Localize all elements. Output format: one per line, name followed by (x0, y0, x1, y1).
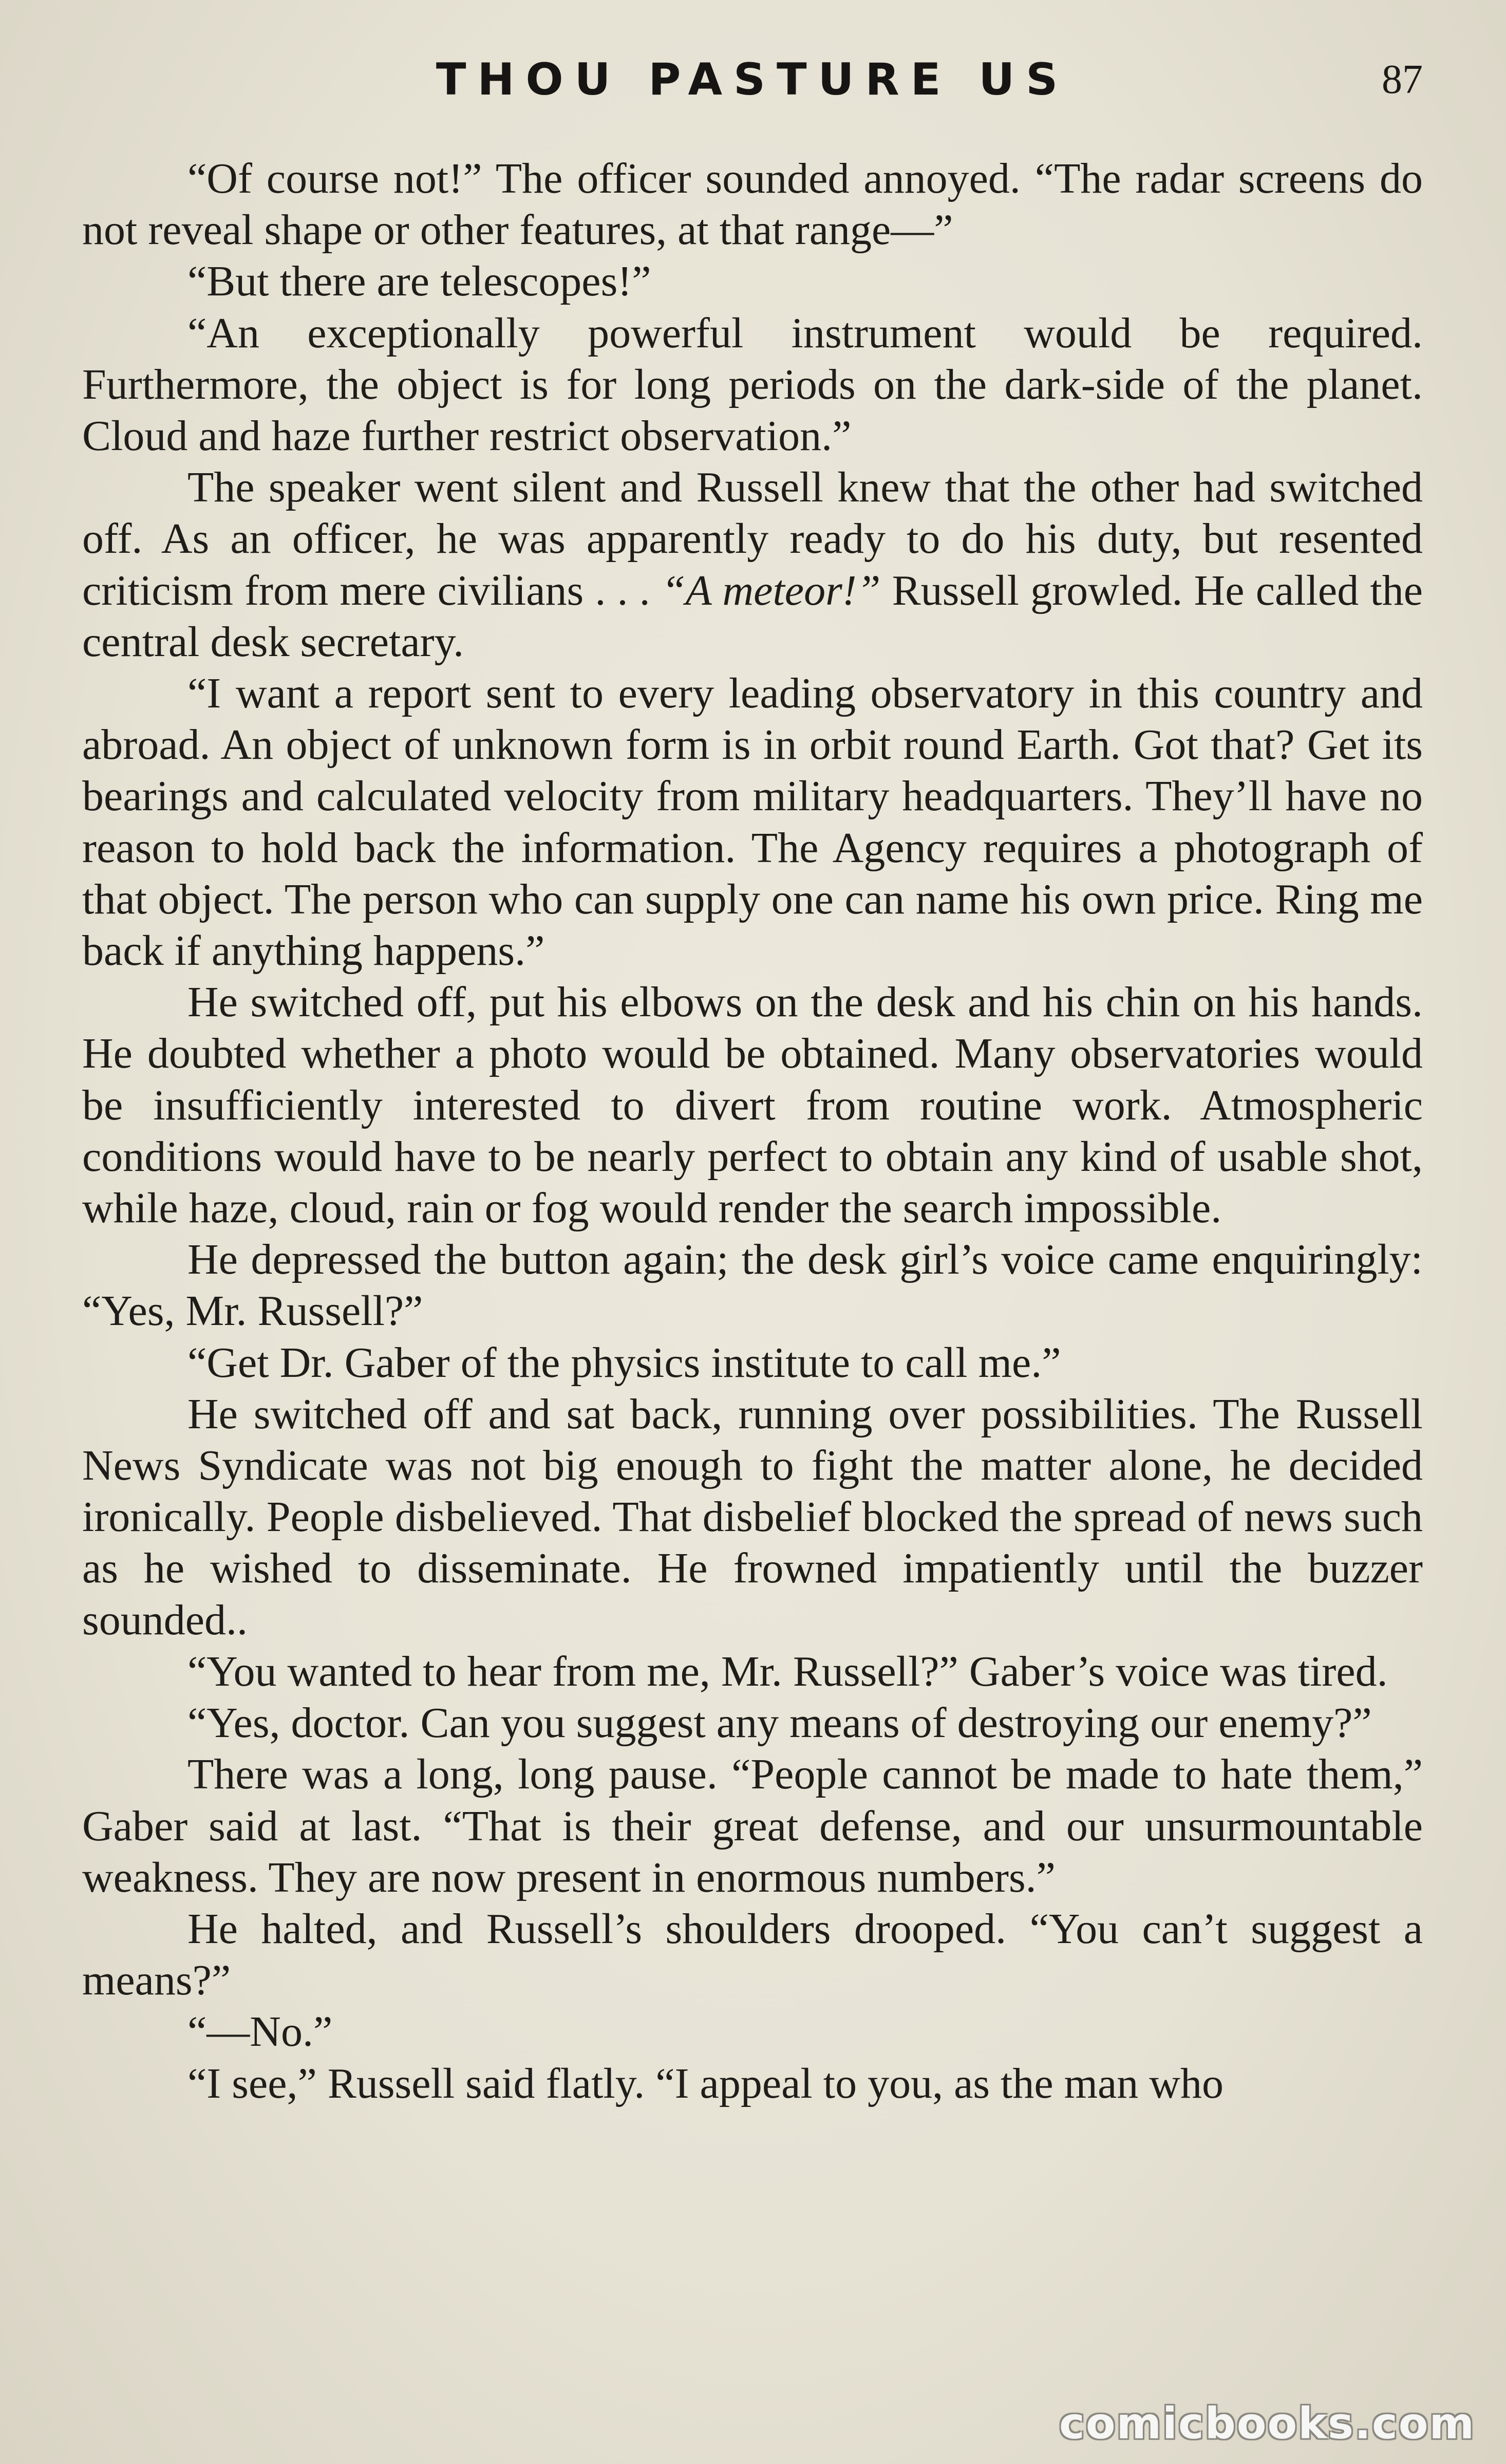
paragraph: “I want a report sent to every leading observatory in this country and abroad. An object of unknown form is in orbit round Earth. Got that? Get its bearings and calculated velocity from military headquarters. They’ll have no reason to hold back the information. The Agency requires a photograph of that object. The person who can supply one can name his own price. Ring me back if anything happens.” (82, 669, 1423, 975)
paragraph: “You wanted to hear from me, Mr. Russell?” Gaber’s voice was tired. (187, 1647, 1388, 1695)
paragraph: “Get Dr. Gaber of the physics institute to call me.” (187, 1338, 1061, 1387)
paragraph: He switched off and sat back, running over possibilities. The Russell News Syndicate was not big enough to fight the matter alone, he decided ironically. People disbelieved. That disbelief blocked the spread of news such as he wished to disseminate. He frowned impatiently until the buzzer sounded.. (82, 1390, 1423, 1644)
paragraph: “An exceptionally powerful instrument would be required. Furthermore, the object is for long periods on the dark-side of the planet. Cloud and haze further restrict observation.” (82, 309, 1423, 460)
paragraph: “But there are telescopes!” (187, 257, 651, 306)
paragraph (82, 462, 1423, 668)
page-number: 87 (1382, 57, 1423, 102)
paragraph: He depressed the button again; the desk girl’s voice came enquiringly: “Yes, Mr. Russell?” (82, 1236, 1423, 1335)
watermark: comicbooks.com (1059, 2398, 1475, 2449)
paragraph: There was a long, long pause. “People cannot be made to hate them,” Gaber said at last. “That is their great defense, and our unsurmountable weakness. They are now present in enormous numbers.” (82, 1750, 1423, 1901)
page-header (82, 49, 1423, 110)
paragraph: He halted, and Russell’s shoulders drooped. “You can’t suggest a means?” (82, 1905, 1423, 2005)
italic-exclamation: “A meteor!” (661, 566, 881, 614)
paragraph: “Yes, doctor. Can you suggest any means of destroying our enemy?” (187, 1699, 1372, 1747)
paragraph-text: Russell growled. He called the central desk secretary. (82, 566, 1423, 666)
running-title: THOU PASTURE US (436, 54, 1069, 105)
paragraph-text: The speaker went silent and Russell knew that the other had switched off. As an officer, he was apparently ready to do his duty, but resented criticism from mere civilians . . . (82, 463, 1423, 614)
paragraph: “—No.” (187, 2008, 333, 2056)
body-text (82, 153, 1423, 2110)
paragraph: “Of course not!” The officer sounded annoyed. “The radar screens do not reveal shape or other features, at that range—” (82, 155, 1423, 254)
paragraph: He switched off, put his elbows on the desk and his chin on his hands. He doubted whether a photo would be obtained. Many observatories would be insufficiently interested to divert from routine work. Atmospheric conditions would have to be nearly perfect to obtain any kind of usable shot, while haze, cloud, rain or fog would render the search impossible. (82, 978, 1423, 1233)
paragraph: “I see,” Russell said flatly. “I appeal to you, as the man who (187, 2059, 1223, 2107)
